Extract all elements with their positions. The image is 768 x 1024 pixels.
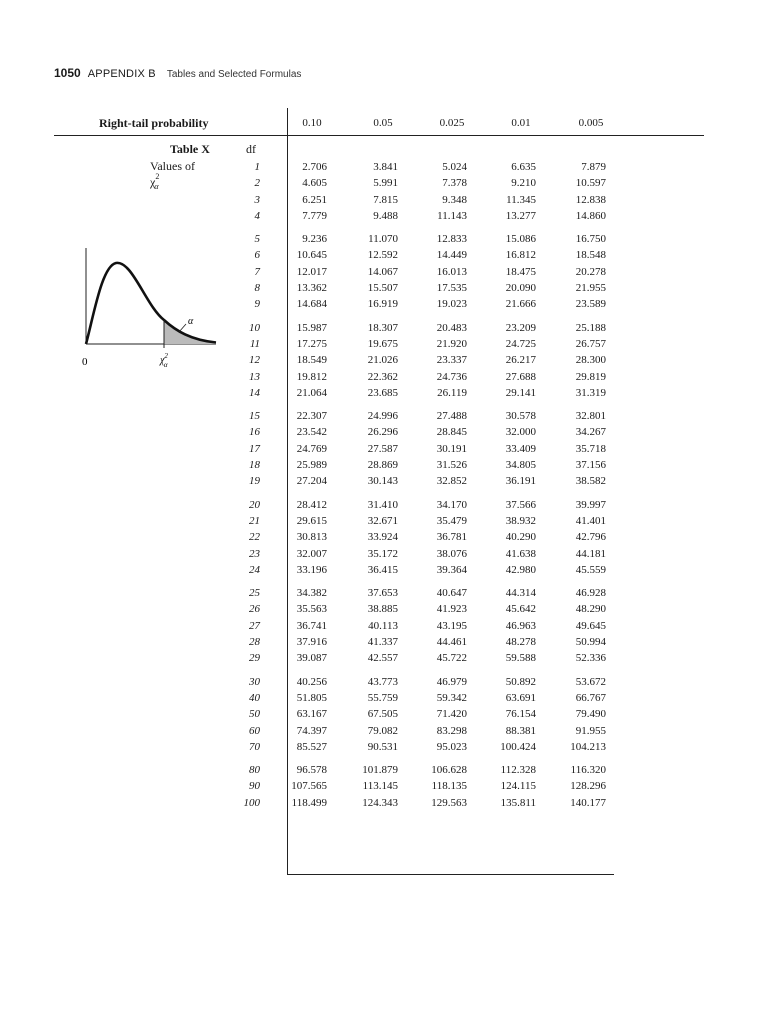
critical-value-cell: 11.143 bbox=[437, 209, 467, 222]
df-cell: 16 bbox=[249, 426, 260, 439]
df-cell: 70 bbox=[249, 740, 260, 753]
df-cell: 1 bbox=[254, 161, 260, 173]
critical-value-cell: 39.997 bbox=[575, 498, 606, 511]
critical-value-cell: 16.812 bbox=[505, 249, 536, 262]
page-header bbox=[54, 66, 301, 80]
critical-value-cell: 38.885 bbox=[367, 603, 398, 616]
table-title: Table X bbox=[170, 142, 210, 156]
table-row bbox=[0, 797, 768, 813]
critical-value-cell: 7.779 bbox=[302, 209, 327, 222]
critical-value-cell: 11.070 bbox=[368, 233, 398, 246]
critical-value-cell: 28.869 bbox=[367, 459, 398, 472]
df-cell: 5 bbox=[254, 233, 260, 246]
critical-value-cell: 42.796 bbox=[575, 531, 606, 544]
critical-value-cell: 5.991 bbox=[373, 177, 398, 190]
critical-value-cell: 4.605 bbox=[302, 177, 327, 190]
df-cell: 80 bbox=[249, 764, 260, 777]
critical-value-cell: 23.589 bbox=[575, 298, 606, 311]
critical-value-cell: 38.932 bbox=[505, 514, 536, 527]
table-row bbox=[0, 161, 768, 177]
critical-value-cell: 113.145 bbox=[362, 780, 398, 793]
critical-value-cell: 25.989 bbox=[296, 459, 327, 472]
critical-value-cell: 35.718 bbox=[575, 442, 606, 455]
critical-value-cell: 7.815 bbox=[373, 193, 398, 206]
critical-value-cell: 29.615 bbox=[296, 514, 327, 527]
critical-value-cell: 41.923 bbox=[436, 603, 467, 616]
page-number: 1050 bbox=[54, 66, 81, 80]
alpha-header: 0.01 bbox=[511, 117, 531, 129]
df-cell: 17 bbox=[249, 442, 260, 455]
table-row bbox=[0, 725, 768, 741]
critical-value-cell: 124.115 bbox=[500, 780, 536, 793]
critical-value-cell: 40.113 bbox=[368, 619, 398, 632]
critical-value-cell: 53.672 bbox=[575, 675, 606, 688]
critical-value-cell: 13.362 bbox=[296, 282, 327, 295]
critical-value-cell: 34.382 bbox=[296, 587, 327, 600]
critical-value-cell: 21.955 bbox=[575, 282, 606, 295]
critical-value-cell: 43.195 bbox=[436, 619, 467, 632]
df-cell: 60 bbox=[249, 724, 260, 737]
critical-value-cell: 32.801 bbox=[575, 410, 606, 423]
critical-value-cell: 26.757 bbox=[575, 337, 606, 350]
critical-value-cell: 12.838 bbox=[575, 193, 606, 206]
critical-value-cell: 20.090 bbox=[505, 282, 536, 295]
critical-value-cell: 41.638 bbox=[505, 547, 536, 560]
critical-value-cell: 90.531 bbox=[367, 740, 398, 753]
critical-value-cell: 30.143 bbox=[367, 475, 398, 488]
density-curve bbox=[86, 263, 216, 344]
critical-value-cell: 24.736 bbox=[436, 370, 467, 383]
critical-value-cell: 26.119 bbox=[437, 386, 467, 399]
critical-value-cell: 21.920 bbox=[436, 337, 467, 350]
critical-value-cell: 37.566 bbox=[505, 498, 536, 511]
critical-value-cell: 34.805 bbox=[505, 459, 536, 472]
critical-value-cell: 21.064 bbox=[296, 386, 327, 399]
df-cell: 13 bbox=[249, 370, 260, 383]
critical-value-cell: 19.023 bbox=[436, 298, 467, 311]
critical-value-cell: 46.928 bbox=[575, 587, 606, 600]
critical-value-cell: 36.415 bbox=[367, 563, 398, 576]
critical-value-cell: 12.592 bbox=[367, 249, 398, 262]
critical-value-cell: 35.172 bbox=[367, 547, 398, 560]
table-row bbox=[0, 636, 768, 652]
table-row-group bbox=[0, 676, 768, 757]
critical-value-cell: 37.916 bbox=[296, 636, 327, 649]
table-row bbox=[0, 741, 768, 757]
critical-value-cell: 118.499 bbox=[291, 796, 327, 809]
critical-value-cell: 129.563 bbox=[431, 796, 467, 809]
critical-value-cell: 55.759 bbox=[367, 691, 398, 704]
critical-value-cell: 76.154 bbox=[505, 708, 536, 721]
table-row-group bbox=[0, 764, 768, 813]
critical-value-cell: 101.879 bbox=[362, 764, 398, 777]
df-cell: 90 bbox=[249, 780, 260, 793]
critical-value-cell: 100.424 bbox=[500, 740, 536, 753]
table-row bbox=[0, 708, 768, 724]
critical-value-cell: 50.892 bbox=[505, 675, 536, 688]
critical-value-cell: 17.535 bbox=[436, 282, 467, 295]
critical-value-cell: 96.578 bbox=[296, 764, 327, 777]
critical-value-cell: 23.337 bbox=[436, 354, 467, 367]
critical-value-cell: 29.819 bbox=[575, 370, 606, 383]
critical-value-cell: 59.342 bbox=[436, 691, 467, 704]
table-row bbox=[0, 603, 768, 619]
critical-value-cell: 10.597 bbox=[575, 177, 606, 190]
critical-value-cell: 18.548 bbox=[575, 249, 606, 262]
table-row bbox=[0, 652, 768, 668]
df-cell: 100 bbox=[243, 796, 260, 809]
critical-value-cell: 22.362 bbox=[367, 370, 398, 383]
critical-value-cell: 91.955 bbox=[575, 724, 606, 737]
critical-value-cell: 19.812 bbox=[296, 370, 327, 383]
critical-value-cell: 9.348 bbox=[442, 193, 467, 206]
critical-value-cell: 67.505 bbox=[367, 708, 398, 721]
critical-value-cell: 16.750 bbox=[575, 233, 606, 246]
critical-value-cell: 112.328 bbox=[500, 764, 536, 777]
critical-value-cell: 83.298 bbox=[436, 724, 467, 737]
critical-value-cell: 20.278 bbox=[575, 265, 606, 278]
critical-value-cell: 23.542 bbox=[296, 426, 327, 439]
df-cell: 24 bbox=[249, 563, 260, 576]
critical-value-cell: 46.963 bbox=[505, 619, 536, 632]
critical-value-cell: 9.488 bbox=[373, 209, 398, 222]
critical-value-cell: 104.213 bbox=[570, 740, 606, 753]
critical-value-cell: 41.337 bbox=[367, 636, 398, 649]
critical-value-cell: 28.300 bbox=[575, 354, 606, 367]
critical-value-cell: 24.725 bbox=[505, 337, 536, 350]
critical-value-cell: 44.314 bbox=[505, 587, 536, 600]
critical-value-cell: 118.135 bbox=[431, 780, 467, 793]
critical-value-cell: 15.086 bbox=[505, 233, 536, 246]
alpha-header: 0.05 bbox=[373, 117, 393, 129]
critical-value-cell: 24.996 bbox=[367, 410, 398, 423]
chi-critical-label: $\chi^2$ α bbox=[160, 352, 168, 369]
critical-value-cell: 35.479 bbox=[436, 514, 467, 527]
critical-value-cell: 15.507 bbox=[367, 282, 398, 295]
critical-value-cell: 40.290 bbox=[505, 531, 536, 544]
critical-value-cell: 42.557 bbox=[367, 652, 398, 665]
critical-value-cell: 34.170 bbox=[436, 498, 467, 511]
critical-value-cell: 48.278 bbox=[505, 636, 536, 649]
critical-value-cell: 106.628 bbox=[431, 764, 467, 777]
critical-value-cell: 140.177 bbox=[570, 796, 606, 809]
right-tail-probability-label: Right-tail probability bbox=[99, 116, 209, 130]
critical-value-cell: 23.685 bbox=[367, 386, 398, 399]
critical-value-cell: 30.813 bbox=[296, 531, 327, 544]
critical-value-cell: 36.741 bbox=[296, 619, 327, 632]
table-row bbox=[0, 459, 768, 475]
critical-value-cell: 33.409 bbox=[505, 442, 536, 455]
critical-value-cell: 15.987 bbox=[296, 321, 327, 334]
table-row bbox=[0, 210, 768, 226]
df-cell: 2 bbox=[254, 177, 260, 190]
critical-value-cell: 18.307 bbox=[367, 321, 398, 334]
critical-value-cell: 32.852 bbox=[436, 475, 467, 488]
critical-value-cell: 39.087 bbox=[296, 652, 327, 665]
critical-value-cell: 20.483 bbox=[436, 321, 467, 334]
critical-value-cell: 27.688 bbox=[505, 370, 536, 383]
critical-value-cell: 34.267 bbox=[575, 426, 606, 439]
alpha-pointer bbox=[179, 324, 186, 332]
critical-value-cell: 18.549 bbox=[296, 354, 327, 367]
table-row-group bbox=[0, 499, 768, 580]
critical-value-cell: 23.209 bbox=[505, 321, 536, 334]
table-row bbox=[0, 387, 768, 403]
df-cell: 6 bbox=[254, 249, 260, 262]
df-cell: 28 bbox=[249, 636, 260, 649]
table-row-group bbox=[0, 587, 768, 668]
df-cell: 20 bbox=[249, 498, 260, 511]
chi-square-density-figure bbox=[76, 236, 226, 376]
critical-value-cell: 33.196 bbox=[296, 563, 327, 576]
critical-value-cell: 13.277 bbox=[505, 209, 536, 222]
critical-value-cell: 31.526 bbox=[436, 459, 467, 472]
critical-value-cell: 6.635 bbox=[511, 161, 536, 173]
critical-value-cell: 11.345 bbox=[506, 193, 536, 206]
critical-value-cell: 24.769 bbox=[296, 442, 327, 455]
critical-value-cell: 19.675 bbox=[367, 337, 398, 350]
critical-value-cell: 28.412 bbox=[296, 498, 327, 511]
zero-label: 0 bbox=[82, 356, 88, 368]
critical-value-cell: 21.026 bbox=[367, 354, 398, 367]
alpha-label: α bbox=[188, 316, 194, 327]
table-row bbox=[0, 564, 768, 580]
table-row bbox=[0, 499, 768, 515]
df-cell: 4 bbox=[254, 209, 260, 222]
df-cell: 27 bbox=[249, 619, 260, 632]
bottom-rule bbox=[287, 874, 614, 875]
critical-value-cell: 71.420 bbox=[436, 708, 467, 721]
critical-value-cell: 2.706 bbox=[302, 161, 327, 173]
appendix-label: APPENDIX B bbox=[87, 68, 156, 80]
critical-value-cell: 7.378 bbox=[442, 177, 467, 190]
table-row-group bbox=[0, 161, 768, 226]
critical-value-cell: 14.860 bbox=[575, 209, 606, 222]
table-row bbox=[0, 764, 768, 780]
df-cell: 9 bbox=[254, 298, 260, 311]
critical-value-cell: 12.017 bbox=[296, 265, 327, 278]
alpha-header: 0.005 bbox=[578, 117, 604, 129]
critical-value-cell: 30.578 bbox=[505, 410, 536, 423]
df-cell: 26 bbox=[249, 603, 260, 616]
critical-value-cell: 85.527 bbox=[296, 740, 327, 753]
table-row bbox=[0, 515, 768, 531]
table-row bbox=[0, 587, 768, 603]
critical-value-cell: 52.336 bbox=[575, 652, 606, 665]
critical-value-cell: 35.563 bbox=[296, 603, 327, 616]
critical-value-cell: 40.647 bbox=[436, 587, 467, 600]
critical-value-cell: 44.461 bbox=[436, 636, 467, 649]
critical-value-cell: 18.475 bbox=[505, 265, 536, 278]
critical-value-cell: 10.645 bbox=[296, 249, 327, 262]
alpha-header: 0.10 bbox=[302, 117, 322, 129]
critical-value-cell: 5.024 bbox=[442, 161, 467, 173]
critical-value-cell: 45.642 bbox=[505, 603, 536, 616]
critical-value-cell: 25.188 bbox=[575, 321, 606, 334]
critical-value-cell: 79.490 bbox=[575, 708, 606, 721]
alpha-header: 0.025 bbox=[439, 117, 465, 129]
critical-value-cell: 38.582 bbox=[575, 475, 606, 488]
header-rule bbox=[54, 135, 704, 136]
critical-value-cell: 63.167 bbox=[296, 708, 327, 721]
critical-value-cell: 51.805 bbox=[296, 691, 327, 704]
critical-value-cell: 38.076 bbox=[436, 547, 467, 560]
critical-value-cell: 27.587 bbox=[367, 442, 398, 455]
critical-value-cell: 95.023 bbox=[436, 740, 467, 753]
critical-value-cell: 39.364 bbox=[436, 563, 467, 576]
df-cell: 50 bbox=[249, 708, 260, 721]
critical-value-cell: 49.645 bbox=[575, 619, 606, 632]
critical-value-cell: 37.653 bbox=[367, 587, 398, 600]
critical-value-cell: 12.833 bbox=[436, 233, 467, 246]
critical-value-cell: 29.141 bbox=[505, 386, 536, 399]
critical-value-cell: 44.181 bbox=[575, 547, 606, 560]
df-cell: 29 bbox=[249, 652, 260, 665]
table-row bbox=[0, 475, 768, 491]
critical-value-cell: 27.204 bbox=[296, 475, 327, 488]
critical-value-cell: 46.979 bbox=[436, 675, 467, 688]
table-row bbox=[0, 692, 768, 708]
critical-value-cell: 116.320 bbox=[570, 764, 606, 777]
table-row-group bbox=[0, 410, 768, 491]
df-cell: 30 bbox=[249, 675, 260, 688]
table-row bbox=[0, 194, 768, 210]
df-cell: 40 bbox=[249, 691, 260, 704]
critical-value-cell: 32.671 bbox=[367, 514, 398, 527]
table-row bbox=[0, 548, 768, 564]
df-cell: 12 bbox=[249, 354, 260, 367]
critical-value-cell: 33.924 bbox=[367, 531, 398, 544]
critical-value-cell: 14.449 bbox=[436, 249, 467, 262]
critical-value-cell: 31.319 bbox=[575, 386, 606, 399]
critical-value-cell: 7.879 bbox=[581, 161, 606, 173]
table-row bbox=[0, 426, 768, 442]
table-row bbox=[0, 177, 768, 193]
df-cell: 3 bbox=[254, 193, 260, 206]
critical-value-cell: 30.191 bbox=[436, 442, 467, 455]
critical-value-cell: 32.007 bbox=[296, 547, 327, 560]
critical-value-cell: 16.919 bbox=[367, 298, 398, 311]
critical-value-cell: 3.841 bbox=[373, 161, 398, 173]
df-cell: 25 bbox=[249, 587, 260, 600]
df-cell: 7 bbox=[254, 265, 260, 278]
table-row bbox=[0, 410, 768, 426]
table-subtitle: Values of $\chi^2_\alpha$ bbox=[150, 159, 195, 192]
df-cell: 22 bbox=[249, 531, 260, 544]
critical-value-cell: 22.307 bbox=[296, 410, 327, 423]
critical-value-cell: 14.684 bbox=[296, 298, 327, 311]
critical-value-cell: 107.565 bbox=[291, 780, 327, 793]
critical-value-cell: 14.067 bbox=[367, 265, 398, 278]
critical-value-cell: 66.767 bbox=[575, 691, 606, 704]
df-cell: 10 bbox=[249, 321, 260, 334]
critical-value-cell: 41.401 bbox=[575, 514, 606, 527]
critical-value-cell: 27.488 bbox=[436, 410, 467, 423]
df-cell: 15 bbox=[249, 410, 260, 423]
table-row bbox=[0, 676, 768, 692]
critical-value-cell: 45.722 bbox=[436, 652, 467, 665]
section-title: Tables and Selected Formulas bbox=[166, 69, 302, 80]
df-cell: 18 bbox=[249, 459, 260, 472]
critical-value-cell: 42.980 bbox=[505, 563, 536, 576]
df-cell: 11 bbox=[249, 337, 260, 350]
table-row bbox=[0, 620, 768, 636]
critical-value-cell: 88.381 bbox=[505, 724, 536, 737]
df-column-header: df bbox=[246, 142, 256, 156]
critical-value-cell: 32.000 bbox=[505, 426, 536, 439]
df-cell: 21 bbox=[249, 514, 260, 527]
critical-value-cell: 124.343 bbox=[362, 796, 398, 809]
table-row bbox=[0, 780, 768, 796]
df-cell: 19 bbox=[249, 475, 260, 488]
critical-value-cell: 26.296 bbox=[367, 426, 398, 439]
critical-value-cell: 45.559 bbox=[575, 563, 606, 576]
critical-value-cell: 17.275 bbox=[296, 337, 327, 350]
critical-value-cell: 128.296 bbox=[570, 780, 606, 793]
critical-value-cell: 21.666 bbox=[505, 298, 536, 311]
df-cell: 14 bbox=[249, 386, 260, 399]
critical-value-cell: 37.156 bbox=[575, 459, 606, 472]
critical-value-cell: 9.210 bbox=[511, 177, 536, 190]
critical-value-cell: 36.191 bbox=[505, 475, 536, 488]
df-cell: 23 bbox=[249, 547, 260, 560]
critical-value-cell: 40.256 bbox=[296, 675, 327, 688]
table-row bbox=[0, 531, 768, 547]
df-cell: 8 bbox=[254, 282, 260, 295]
critical-value-cell: 16.013 bbox=[436, 265, 467, 278]
critical-value-cell: 9.236 bbox=[302, 233, 327, 246]
critical-value-cell: 74.397 bbox=[296, 724, 327, 737]
critical-value-cell: 31.410 bbox=[367, 498, 398, 511]
critical-value-cell: 36.781 bbox=[436, 531, 467, 544]
critical-value-cell: 43.773 bbox=[367, 675, 398, 688]
critical-value-cell: 135.811 bbox=[500, 796, 536, 809]
critical-value-cell: 28.845 bbox=[436, 426, 467, 439]
critical-value-cell: 50.994 bbox=[575, 636, 606, 649]
critical-value-cell: 6.251 bbox=[302, 193, 327, 206]
critical-value-cell: 26.217 bbox=[505, 354, 536, 367]
critical-value-cell: 63.691 bbox=[505, 691, 536, 704]
critical-value-cell: 48.290 bbox=[575, 603, 606, 616]
critical-value-cell: 59.588 bbox=[505, 652, 536, 665]
table-row bbox=[0, 443, 768, 459]
critical-value-cell: 79.082 bbox=[367, 724, 398, 737]
